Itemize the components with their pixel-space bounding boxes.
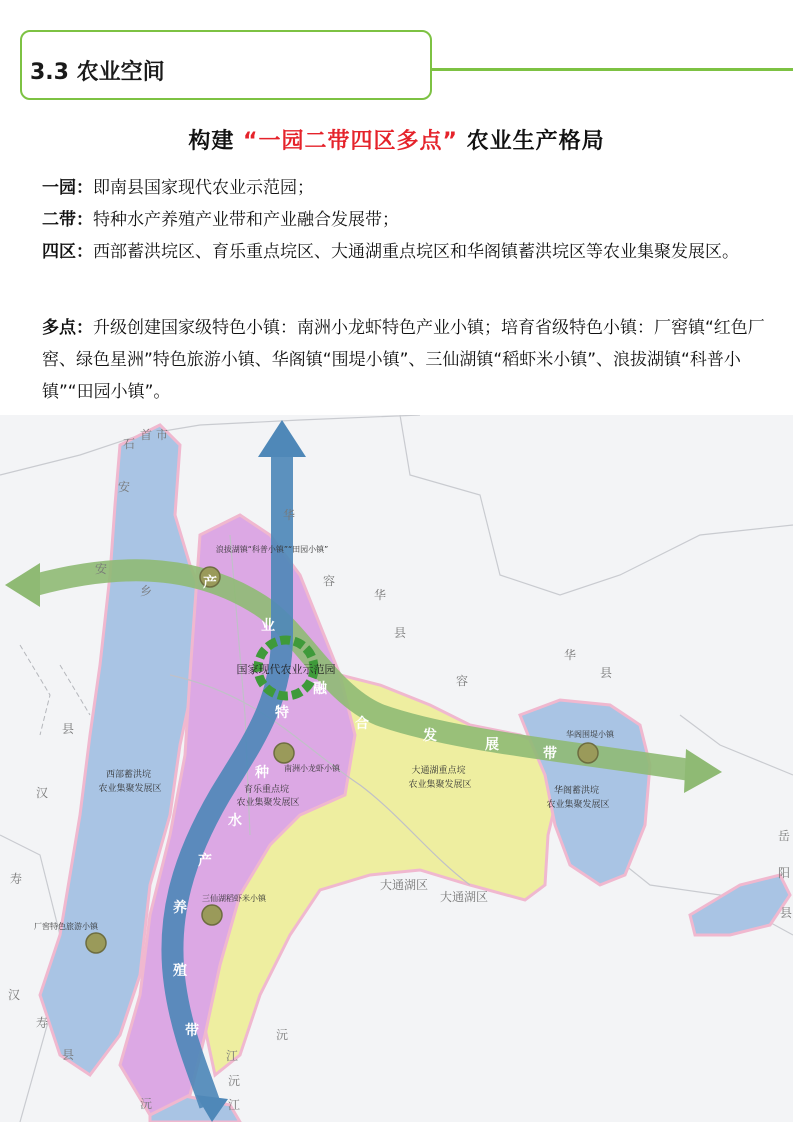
place-name: 沅 [140,1097,153,1111]
belt-char: 发 [423,728,437,744]
belt-char: 带 [543,746,557,762]
place-name: 华 [374,588,387,602]
item-label: 多点： [42,318,93,338]
place-name: 沅 [228,1074,241,1088]
item-multi-points [42,312,772,408]
town-label: 三仙湖稻虾米小镇 [202,894,266,903]
place-name: 首 [140,428,153,442]
place-name: 大通湖区 [380,878,429,892]
belt-char: 带 [185,1023,199,1039]
place-name: 县 [780,906,793,920]
place-name: 县 [394,626,407,640]
belt-char: 融 [313,681,327,697]
item-text: 特种水产养殖产业带和产业融合发展带； [93,210,399,230]
map-svg [0,415,793,1122]
town-dot [578,743,598,763]
place-name: 寿 [36,1016,49,1030]
zone-label-line: 华阁蓄洪垸 [554,786,600,796]
item-two-belts [42,204,772,236]
item-label: 二带： [42,210,93,230]
belt-char: 特 [275,705,289,721]
place-name: 石 [123,437,136,451]
belt-char: 殖 [173,963,187,979]
place-name: 市 [156,428,169,442]
place-name: 江 [228,1098,241,1112]
belt-char: 产 [198,853,212,869]
place-name: 乡 [140,584,153,598]
town-label: 南洲小龙虾小镇 [284,764,340,773]
town-label: 华阁围堤小镇 [566,730,614,739]
item-label: 四区： [42,242,93,262]
section-title: 3.3 农业空间 [30,60,165,85]
place-name: 沅 [276,1028,289,1042]
place-name: 汉 [8,988,21,1002]
item-one-park [42,172,772,204]
zone-label-line: 育乐重点垸 [244,785,290,795]
title-highlight: “一园二带四区多点” [243,129,458,154]
place-name: 寿 [10,872,23,886]
town-dot [274,743,294,763]
item-label: 一园： [42,178,93,198]
zone-label-line: 农业集聚发展区 [408,780,472,790]
item-text: 即南县国家现代农业示范园； [93,178,314,198]
zone-label-line: 西部蓄洪垸 [106,770,152,780]
place-name: 大通湖区 [440,890,489,904]
title-suffix: 农业生产格局 [457,129,605,154]
zone-label-line: 农业集聚发展区 [546,800,610,810]
belt-char: 合 [355,716,369,732]
zone-label-line: 农业集聚发展区 [98,784,162,794]
town-label: 厂窖特色旅游小镇 [34,922,98,931]
item-text: 升级创建国家级特色小镇：南洲小龙虾特色产业小镇；培育省级特色小镇：厂窖镇“红色厂窖、绿色星洲”特色旅游小镇、华阁镇“围堤小镇”、三仙湖镇“稻虾米小镇”、浪拔湖镇“科普小镇”“田园小镇”。 [42,318,765,402]
place-name: 岳 [778,829,791,843]
place-name: 县 [62,722,75,736]
park-label: 国家现代农业示范园 [236,663,336,676]
title-prefix: 构建 [188,129,244,154]
item-four-zones [42,236,772,268]
section-header-rule [432,68,793,71]
belt-char: 养 [173,900,187,916]
belt-char: 展 [485,737,499,753]
place-name: 容 [323,574,336,588]
place-name: 阳 [778,866,791,880]
place-name: 华 [564,648,577,662]
place-name: 容 [456,674,469,688]
place-name: 安 [95,562,108,576]
agriculture-map [0,415,793,1122]
belt-char: 水 [228,813,242,829]
page-title [0,124,793,155]
belt-char: 产 [203,575,217,591]
town-dot [86,933,106,953]
zone-label-line: 农业集聚发展区 [236,798,300,808]
place-name: 安 [118,480,131,494]
place-name: 华 [283,508,296,522]
place-name: 县 [62,1048,75,1062]
town-label: 浪拔湖镇“科普小镇”“田园小镇” [215,545,329,554]
belt-char: 种 [255,765,269,781]
place-name: 县 [600,666,613,680]
place-name: 江 [226,1049,239,1063]
place-name: 汉 [36,786,49,800]
town-dot [202,905,222,925]
belt-char: 业 [261,618,275,634]
zone-label-line: 大通湖重点垸 [411,766,466,776]
item-text: 西部蓄洪垸区、育乐重点垸区、大通湖重点垸区和华阁镇蓄洪垸区等农业集聚发展区。 [93,242,739,262]
